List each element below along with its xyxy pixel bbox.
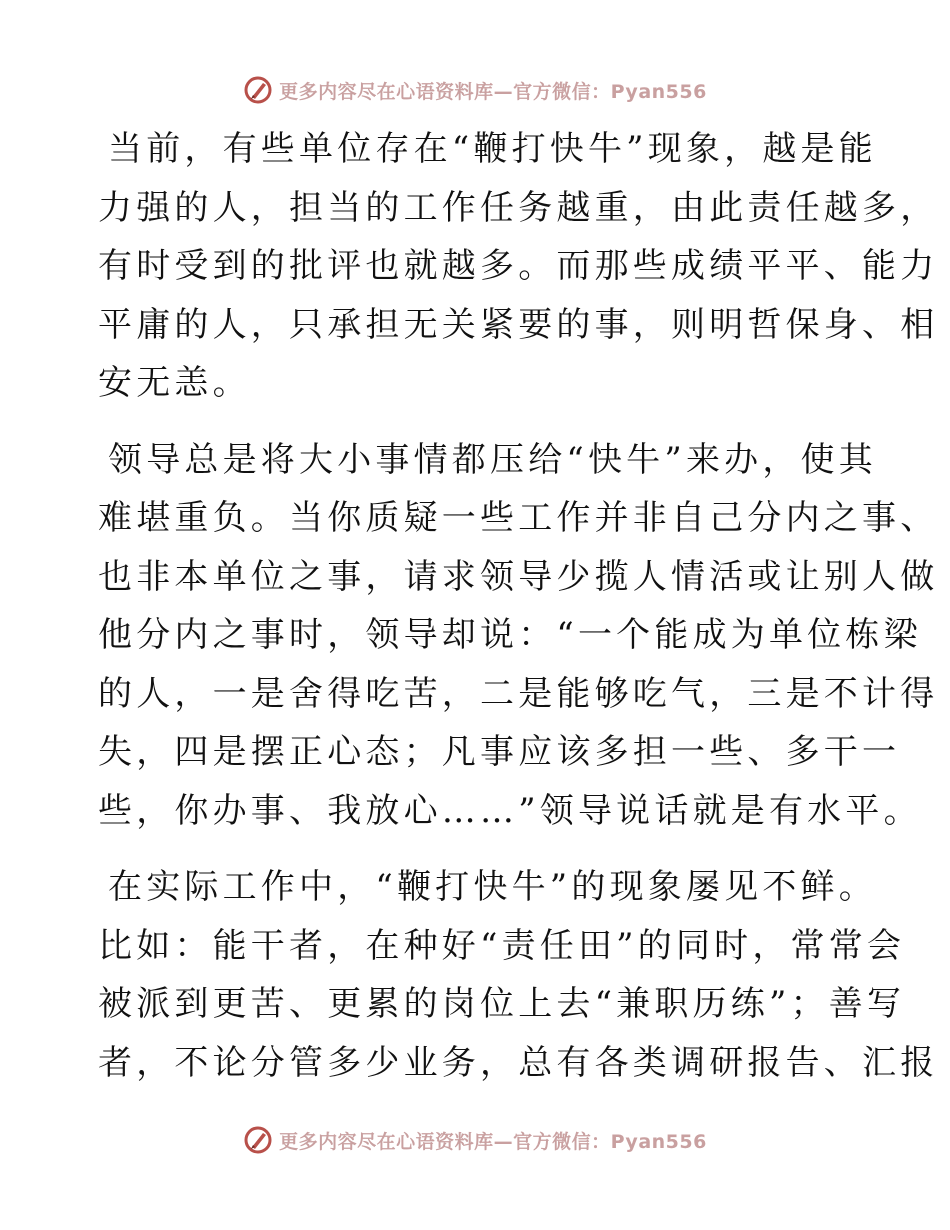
header-banner	[0, 70, 950, 110]
footer-banner	[0, 1120, 950, 1160]
paragraph-1	[98, 120, 939, 413]
paragraph-2	[98, 431, 939, 841]
text-line: 当前，有些单位存在“鞭打快牛”现象，越是能	[108, 129, 877, 169]
document-body	[98, 120, 939, 1110]
paragraph-3	[98, 858, 939, 1092]
text-line: 有时受到的批评也就越多。而那些成绩平平、能力	[98, 246, 939, 286]
text-line: 平庸的人，只承担无关紧要的事，则明哲保身、相	[98, 304, 939, 345]
text-line: 的人，一是舍得吃苦，二是能够吃气，三是不计得	[98, 673, 939, 714]
text-line: 也非本单位之事，请求领导少揽人情活或让别人做	[98, 556, 939, 597]
footer-banner-text: 更多内容尽在心语资料库—官方微信：Pyan556	[279, 1130, 707, 1153]
text-line: 难堪重负。当你质疑一些工作并非自己分内之事、	[98, 498, 939, 538]
text-line: 失，四是摆正心态；凡事应该多担一些、多干一	[98, 732, 901, 772]
text-line: 领导总是将大小事情都压给“快牛”来办，使其	[108, 439, 877, 480]
header-banner-text: 更多内容尽在心语资料库—官方微信：Pyan556	[279, 80, 707, 103]
text-line: 安无恙。	[98, 363, 251, 403]
pen-logo-icon	[243, 75, 273, 105]
text-line: 些，你办事、我放心……”领导说话就是有水平。	[98, 790, 922, 831]
text-line: 被派到更苦、更累的岗位上去“兼职历练”；善写	[98, 984, 906, 1024]
text-line: 比如：能干者，在种好“责任田”的同时，常常会	[98, 925, 906, 966]
text-line: 他分内之事时，领导却说：“一个能成为单位栋梁	[98, 615, 922, 655]
pen-logo-icon	[243, 1125, 273, 1155]
text-line: 者，不论分管多少业务，总有各类调研报告、汇报	[98, 1042, 939, 1083]
text-line: 力强的人，担当的工作任务越重，由此责任越多，	[98, 187, 939, 228]
text-line: 在实际工作中，“鞭打快牛”的现象屡见不鲜。	[108, 867, 877, 907]
